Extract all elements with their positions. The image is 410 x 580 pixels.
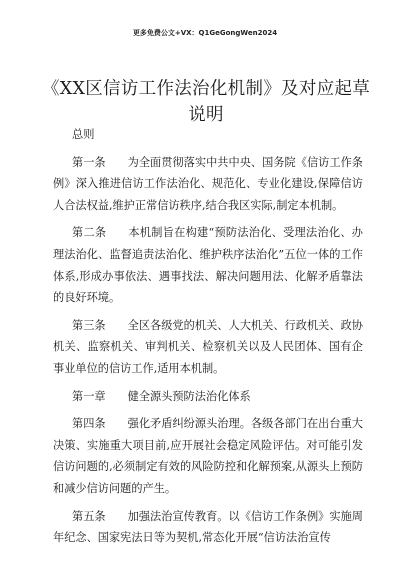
chapter-title: 健全源头预防法治化体系 <box>127 389 251 403</box>
article-number: 第二条 <box>72 226 107 240</box>
article-number: 第一条 <box>72 155 106 169</box>
document-title: 《XX区信访工作法治化机制》及对应起草说明 <box>41 79 371 125</box>
article-2 <box>53 222 363 308</box>
article-number: 第三条 <box>72 318 106 332</box>
chapter-1 <box>53 386 363 408</box>
heading-text: 总则 <box>72 128 95 141</box>
chapter-number: 第一章 <box>72 389 106 403</box>
article-1 <box>53 152 363 217</box>
article-text: 本机制旨在构建“预防法治化、受理法治化、办理法治化、监督追责法治化、维护秩序法治化”五位一体的工作体系,形成办事依法、遇事找法、解决问题用法、化解矛盾靠法的良好环境。 <box>53 226 363 305</box>
article-4 <box>53 413 363 499</box>
article-number: 第四条 <box>72 417 106 431</box>
article-text: 为全面贯彻落实中共中央、国务院《信访工作条例》深入推进信访工作法治化、规范化、专业化建设,保障信访人合法权益,维护正常信访秩序,结合我区实际,制定本机制。 <box>53 155 363 212</box>
article-text: 全区各级党的机关、人大机关、行政机关、政协机关、监察机关、审判机关、检察机关以及人民团体、国有企事业单位的信访工作,适用本机制。 <box>53 318 363 375</box>
article-number: 第五条 <box>72 509 106 523</box>
article-3 <box>53 315 363 380</box>
watermark-text: 更多免费公文+VX：Q1GeGongWen2024 <box>132 29 278 37</box>
document-body <box>53 124 363 555</box>
section-heading-general <box>53 124 363 146</box>
article-text: 强化矛盾纠纷源头治理。各级各部门在出台重大决策、实施重大项目前,应开展社会稳定风险评估。对可能引发信访问题的,必须制定有效的风险防控和化解预案,从源头上预防和减少信访问题的产生。 <box>53 417 363 495</box>
article-text: 加强法治宣传教育。以《信访工作条例》实施周年纪念、国家宪法日等为契机,常态化开展“信访法治宣传 <box>53 509 363 545</box>
article-5 <box>53 506 363 549</box>
